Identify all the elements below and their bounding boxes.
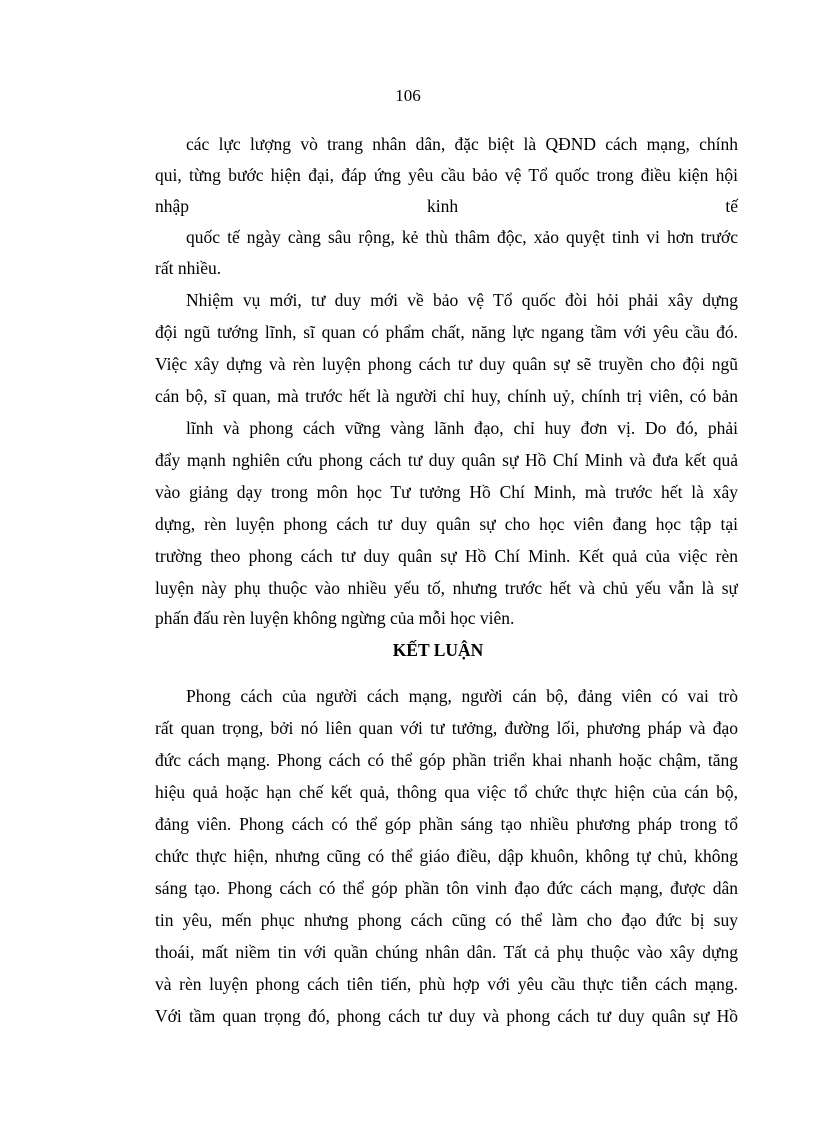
conclusion-heading: KẾT LUẬN bbox=[392, 640, 484, 660]
text-line: đẩy mạnh nghiên cứu phong cách tư duy quân sự Hồ Chí Minh và đưa kết quả bbox=[155, 450, 738, 470]
text-line: sáng tạo. Phong cách có thể góp phần tôn vinh đạo đức cách mạng, được dân bbox=[155, 878, 738, 898]
text-line: hiệu quả hoặc hạn chế kết quả, thông qua việc tổ chức thực hiện của cán bộ, bbox=[155, 782, 738, 802]
text-line: đảng viên. Phong cách có thể góp phần sáng tạo nhiều phương pháp trong tổ bbox=[155, 814, 738, 834]
text-line: chức thực hiện, nhưng cũng có thể giáo điều, dập khuôn, không tự chủ, không bbox=[155, 846, 738, 866]
text-line: thoái, mất niềm tin với quần chúng nhân dân. Tất cả phụ thuộc vào xây dựng bbox=[155, 942, 738, 962]
text-line: đội ngũ tướng lĩnh, sĩ quan có phẩm chất, năng lực ngang tầm với yêu cầu đó. bbox=[155, 322, 738, 342]
text-line: đức cách mạng. Phong cách có thể góp phần triển khai nhanh hoặc chậm, tăng bbox=[155, 750, 738, 770]
text-line: cán bộ, sĩ quan, mà trước hết là người chỉ huy, chính uỷ, chính trị viên, có bản bbox=[155, 386, 738, 406]
text-line: rất nhiều. bbox=[155, 258, 222, 278]
text-line: Nhiệm vụ mới, tư duy mới về bảo vệ Tổ quốc đòi hỏi phải xây dựng bbox=[186, 290, 738, 310]
text-line: trường theo phong cách tư duy quân sự Hồ Chí Minh. Kết quả của việc rèn bbox=[155, 546, 738, 566]
text-word: nhập bbox=[155, 196, 190, 216]
text-word: kinh bbox=[427, 196, 459, 216]
text-line: Với tầm quan trọng đó, phong cách tư duy và phong cách tư duy quân sự Hồ bbox=[155, 1006, 738, 1026]
page-number: 106 bbox=[395, 86, 421, 105]
text-line: rất quan trọng, bởi nó liên quan với tư tưởng, đường lối, phương pháp và đạo bbox=[155, 718, 738, 738]
text-line: các lực lượng vò trang nhân dân, đặc biệt là QĐND cách mạng, chính bbox=[186, 134, 738, 154]
text-line: qui, từng bước hiện đại, đáp ứng yêu cầu bảo vệ Tổ quốc trong điều kiện hội bbox=[155, 165, 738, 185]
text-line: Việc xây dựng và rèn luyện phong cách tư duy quân sự sẽ truyền cho đội ngũ bbox=[155, 354, 738, 374]
text-line: dựng, rèn luyện phong cách tư duy quân sự cho học viên đang học tập tại bbox=[155, 514, 738, 534]
text-line: vào giảng dạy trong môn học Tư tưởng Hồ Chí Minh, mà trước hết là xây bbox=[155, 482, 738, 502]
text-line: phấn đấu rèn luyện không ngừng của mỗi học viên. bbox=[155, 608, 515, 628]
text-line: lĩnh và phong cách vững vàng lãnh đạo, chỉ huy đơn vị. Do đó, phải bbox=[186, 418, 738, 438]
text-line: và rèn luyện phong cách tiên tiến, phù hợp với yêu cầu thực tiễn cách mạng. bbox=[155, 974, 738, 994]
text-line: quốc tế ngày càng sâu rộng, kẻ thù thâm độc, xảo quyệt tinh vi hơn trước bbox=[186, 227, 738, 247]
text-line: Phong cách của người cách mạng, người cán bộ, đảng viên có vai trò bbox=[186, 686, 738, 706]
text-line: luyện này phụ thuộc vào nhiều yếu tố, nhưng trước hết và chủ yếu vẫn là sự bbox=[155, 578, 738, 598]
text-word: tế bbox=[725, 196, 738, 216]
text-line: tin yêu, mến phục nhưng phong cách cũng có thể làm cho đạo đức bị suy bbox=[155, 910, 738, 930]
